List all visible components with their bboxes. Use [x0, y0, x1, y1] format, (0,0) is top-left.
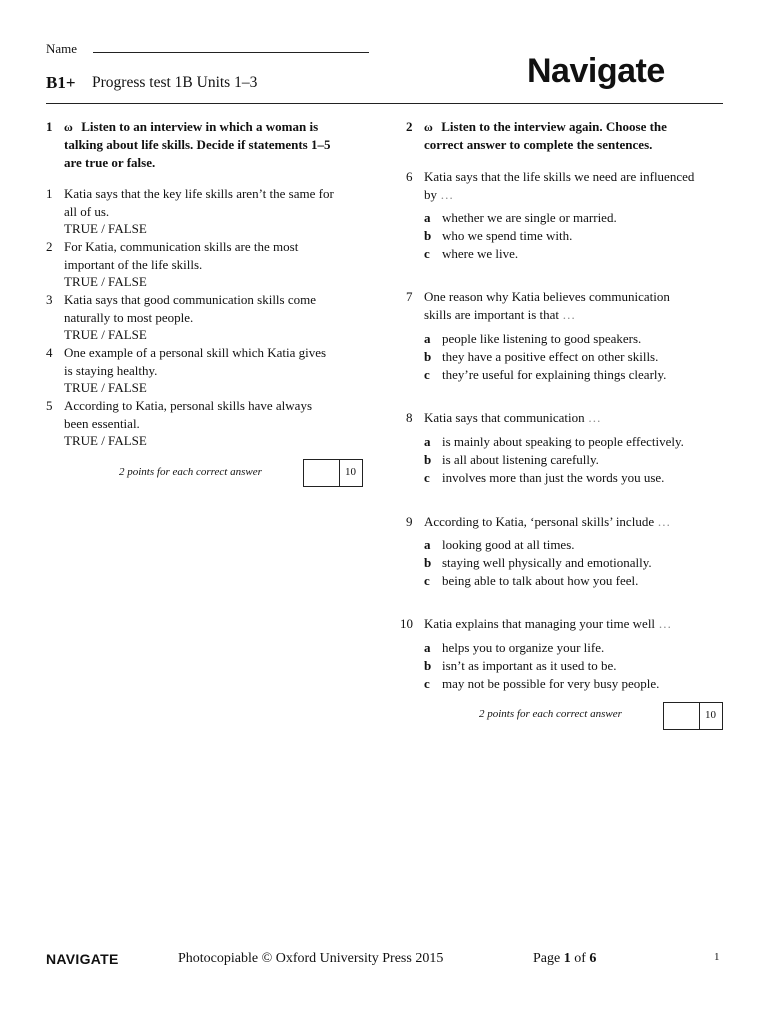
question-number: 6 [406, 169, 413, 184]
section-instruction: talking about life skills. Decide if statements 1–5 [64, 137, 331, 152]
section-instruction: correct answer to complete the sentences. [424, 137, 653, 152]
question-number: 2 [46, 239, 53, 254]
tf-question-4 [46, 344, 366, 398]
section-instruction: are true or false. [64, 155, 156, 170]
option-c[interactable]: c where we live. [424, 246, 519, 261]
question-number: 5 [46, 398, 53, 413]
page-of: of [574, 951, 586, 966]
question-number: 1 [46, 186, 53, 201]
page-prefix: Page [533, 951, 561, 966]
question-text: Katia says that the key life skills aren’t the same for [64, 186, 334, 201]
option-b[interactable]: b who we spend time with. [424, 228, 573, 243]
tf-question-3 [46, 291, 366, 345]
true-false-choice[interactable]: TRUE / FALSE [64, 327, 147, 343]
section-2-heading [406, 118, 736, 158]
question-text: all of us. [64, 203, 110, 219]
section-number: 1 [46, 119, 53, 134]
mc-question-9 [400, 513, 736, 531]
option-a[interactable]: a helps you to organize your life. [424, 640, 605, 655]
options-q10 [424, 639, 724, 693]
option-c[interactable]: c being able to talk about how you feel. [424, 573, 639, 588]
question-text: important of the life skills. [64, 256, 203, 272]
mc-question-10 [400, 615, 736, 633]
question-number: 9 [406, 514, 413, 529]
option-a[interactable]: a looking good at all times. [424, 537, 575, 552]
score-max: 10 [705, 709, 716, 721]
option-b[interactable]: b is all about listening carefully. [424, 452, 599, 467]
mc-question-6 [406, 168, 736, 204]
page-current: 1 [563, 951, 571, 966]
level-label: B1+ [46, 73, 76, 92]
question-text: been essential. [64, 415, 140, 431]
option-c[interactable]: c involves more than just the words you use. [424, 470, 665, 485]
options-q6 [424, 209, 724, 263]
option-b[interactable]: b they have a positive effect on other skills. [424, 349, 659, 364]
section-instruction: Listen to the interview again. Choose the [441, 119, 667, 134]
options-q9 [424, 536, 724, 590]
question-text: Katia says that communication [424, 410, 585, 425]
question-text: One example of a personal skill which Katia gives [64, 345, 327, 360]
question-text: For Katia, communication skills are the most [64, 239, 299, 254]
options-q8 [424, 433, 724, 487]
section-number: 2 [406, 119, 413, 134]
true-false-choice[interactable]: TRUE / FALSE [64, 274, 147, 290]
tf-question-5 [46, 397, 366, 451]
question-number: 7 [406, 289, 413, 304]
true-false-choice[interactable]: TRUE / FALSE [64, 433, 147, 449]
audio-icon: ω [424, 120, 433, 134]
tf-question-1 [46, 185, 366, 239]
question-number: 10 [400, 616, 413, 631]
question-text: is staying healthy. [64, 362, 158, 378]
score-note: 2 points for each correct answer [479, 708, 622, 720]
question-text: by [424, 186, 437, 202]
score-note: 2 points for each correct answer [119, 466, 262, 478]
name-blank-line[interactable] [93, 40, 369, 53]
true-false-choice[interactable]: TRUE / FALSE [64, 380, 147, 396]
footer-copyright: Photocopiable © Oxford University Press 2015 [178, 951, 444, 966]
footer-brand: NAVIGATE [46, 951, 119, 967]
question-text: naturally to most people. [64, 309, 194, 325]
footer-page-indicator [533, 951, 596, 967]
question-text: skills are important is that [424, 306, 560, 322]
section-instruction: Listen to an interview in which a woman is [81, 119, 319, 134]
score-max: 10 [345, 466, 356, 478]
question-text: One reason why Katia believes communication [424, 289, 670, 304]
name-label: Name [46, 41, 78, 56]
option-b[interactable]: b isn’t as important as it used to be. [424, 658, 617, 673]
page-total: 6 [589, 951, 597, 966]
ellipsis: … [440, 186, 454, 202]
option-c[interactable]: c they’re useful for explaining things clearly. [424, 367, 667, 382]
question-text: According to Katia, ‘personal skills’ include [424, 514, 655, 529]
question-text: Katia explains that managing your time well [424, 616, 656, 631]
header-divider [46, 103, 723, 104]
score-box[interactable] [663, 702, 723, 730]
question-text: According to Katia, personal skills have always [64, 398, 313, 413]
question-text: Katia says that good communication skills come [64, 292, 317, 307]
question-number: 8 [406, 410, 413, 425]
option-a[interactable]: a is mainly about speaking to people effectively. [424, 434, 684, 449]
option-a[interactable]: a whether we are single or married. [424, 210, 617, 225]
score-box[interactable] [303, 459, 363, 487]
ellipsis: … [562, 306, 576, 322]
test-title: Progress test 1B Units 1–3 [92, 74, 258, 91]
option-c[interactable]: c may not be possible for very busy people. [424, 676, 660, 691]
option-b[interactable]: b staying well physically and emotionally. [424, 555, 652, 570]
tf-question-2 [46, 238, 366, 292]
question-text: Katia says that the life skills we need are influenced [424, 169, 695, 184]
question-number: 4 [46, 345, 53, 360]
ellipsis: … [658, 616, 672, 631]
option-a[interactable]: a people like listening to good speakers. [424, 331, 642, 346]
name-field-row [46, 40, 369, 57]
navigate-logo: Navigate [527, 52, 665, 90]
mc-question-8 [400, 409, 736, 427]
mc-question-7 [400, 288, 736, 324]
true-false-choice[interactable]: TRUE / FALSE [64, 221, 147, 237]
ellipsis: … [657, 514, 671, 529]
question-number: 3 [46, 292, 53, 307]
footer-page-number: 1 [714, 951, 720, 963]
section-1-heading [46, 118, 366, 178]
options-q7 [424, 330, 724, 384]
audio-icon: ω [64, 120, 73, 134]
ellipsis: … [587, 410, 601, 425]
